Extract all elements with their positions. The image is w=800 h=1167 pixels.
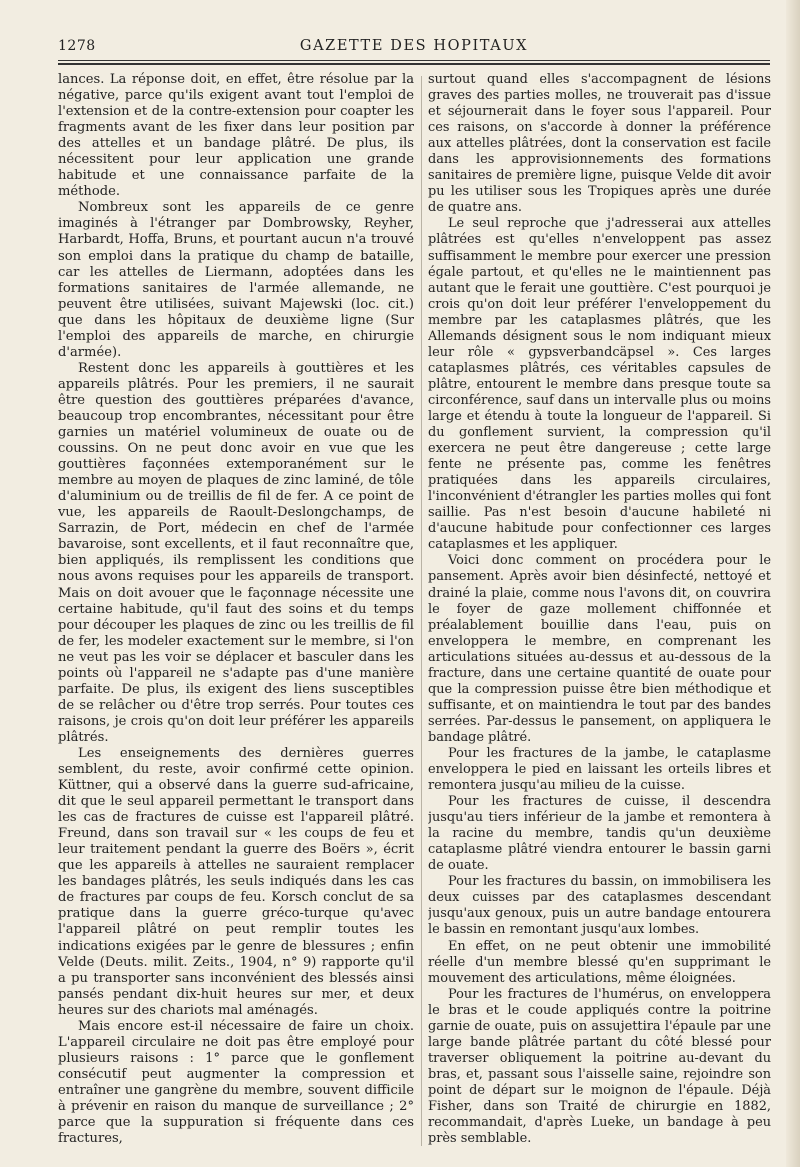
paragraph: surtout quand elles s'accompagnent de lésions graves des parties molles, ne trouverait pas d'issue et séjournerait dans le foyer sous l'appareil. Pour ces raisons, on s'accorde à donner la préférence aux attelles plâtrées, dont la conservation est facile dans les approvisionnements des formations sanitaires de première ligne, puisque Velde dit avoir pu les utiliser sous les Tropiques après une durée de quatre ans.	[428, 72, 771, 216]
journal-title: GAZETTE DES HOPITAUX	[299, 38, 529, 54]
paragraph: Pour les fractures de cuisse, il descendra jusqu'au tiers inférieur de la jambe et remontera à la racine du membre, tandis qu'un deuxième cataplasme plâtré viendra entourer le bassin garni de ouate.	[428, 794, 771, 874]
page-edge	[786, 0, 800, 1167]
paragraph: En effet, on ne peut obtenir une immobilité réelle d'un membre blessé qu'en supprimant le mouvement des articulations, même éloignées.	[428, 938, 771, 986]
paragraph: Pour les fractures de l'humérus, on enveloppera le bras et le coude appliqués contre la poitrine garnie de ouate, puis on assujettira l'épaule par une large bande plâtrée partant du côté blessé pour traverser obliquement la poitrine au-devant du bras, et, passant sous l'aisselle saine, rejoindre son point de départ sur le moignon de l'épaule. Déjà Fisher, dans son Traité de chirurgie en 1882, recommandait, d'après Lueke, un bandage à peu près semblable.	[428, 986, 771, 1147]
paragraph: Les enseignements des dernières guerres semblent, du reste, avoir confirmé cette opinion. Küttner, qui a observé dans la guerre sud-africaine, dit que le seul appareil permettant le transport dans les cas de fractures de cuisse est l'appareil plâtré. Freund, dans son travail sur « les coups de feu et leur traitement pendant la guerre des Boërs », écrit que les appareils à attelles ne sauraient remplacer les bandages plâtrés, les seuls indiqués dans les cas de fractures par coups de feu. Korsch conclut de sa pratique dans la guerre gréco-turque qu'avec l'appareil plâtré on peut remplir toutes les indications exigées par le genre de blessures ; enfin Velde (Deuts. milit. Zeits., 1904, n° 9) rapporte qu'il a pu transporter sans inconvénient des blessés ainsi pansés pendant dix-huit heures sur mer, et deux heures sur des chariots mal aménagés.	[58, 745, 414, 1018]
text-columns	[58, 72, 771, 1152]
paragraph: Nombreux sont les appareils de ce genre imaginés à l'étranger par Dombrowsky, Reyher, Harbardt, Hoffa, Bruns, et pourtant aucun n'a trouvé son emploi dans la pratique du champ de bataille, car les attelles de Liermann, adoptées dans les formations sanitaires de l'armée allemande, ne peuvent être utilisées, suivant Majewski (loc. cit.) que dans les hôpitaux de deuxième ligne (Sur l'emploi des appareils de marche, en chirurgie d'armée).	[58, 200, 414, 360]
paragraph: Le seul reproche que j'adresserai aux attelles plâtrées est qu'elles n'enveloppent pas assez suffisamment le membre pour exercer une pression égale partout, et qu'elles ne le maintiennent pas autant que le ferait une gouttière. C'est pourquoi je crois qu'on doit leur préférer l'enveloppement du membre par les cataplasmes plâtrés, que les Allemands désignent sous le nom indiquant mieux leur rôle « gypsverbandcäpsel ». Ces larges cataplasmes plâtrés, ces véritables capsules de plâtre, entourent le membre dans presque toute sa circonférence, sauf dans un intervalle plus ou moins large et étendu à toute la longueur de l'appareil. Si du gonflement survient, la compression qu'il exercera ne peut être dangereuse ; cette large fente ne présente pas, comme les fenêtres pratiquées dans les appareils circulaires, l'inconvénient d'étrangler les parties molles qui font saillie. Pas n'est besoin d'aucune habileté ni d'aucune habitude pour confectionner ces larges cataplasmes et les appliquer.	[428, 216, 771, 553]
paragraph: Pour les fractures du bassin, on immobilisera les deux cuisses par des cataplasmes descendant jusqu'aux genoux, puis un autre bandage entourera le bassin en remontant jusqu'aux lombes.	[428, 874, 771, 938]
right-column	[428, 72, 771, 1152]
header-rule-top	[58, 60, 770, 61]
paragraph: Voici donc comment on procédera pour le pansement. Après avoir bien désinfecté, nettoyé et drainé la plaie, comme nous l'avons dit, on couvrira le foyer de gaze mollement chiffonnée et préalablement bouillie dans l'eau, puis on enveloppera le membre, en comprenant les articulations situées au-dessus et au-dessous de la fracture, dans une certaine quantité de ouate pour que la compression puisse être bien méthodique et suffisante, et on maintiendra le tout par des bandes serrées. Par-dessus le pansement, on appliquera le bandage plâtré.	[428, 553, 771, 745]
page-header	[58, 32, 770, 58]
left-column	[58, 72, 414, 1152]
paragraph: lances. La réponse doit, en effet, être résolue par la négative, parce qu'ils exigent avant tout l'emploi de l'extension et de la contre-extension pour coapter les fragments avant de les fixer dans leur position par des attelles et un bandage plâtré. De plus, ils nécessitent pour leur application une grande habitude et une connaissance parfaite de la méthode.	[58, 72, 414, 200]
paragraph: Pour les fractures de la jambe, le cataplasme enveloppera le pied en laissant les orteils libres et remontera jusqu'au milieu de la cuisse.	[428, 745, 771, 794]
column-separator	[421, 76, 422, 1146]
paragraph: Restent donc les appareils à gouttières et les appareils plâtrés. Pour les premiers, il ne saurait être question des gouttières préparées d'avance, beaucoup trop encombrantes, nécessitant pour être garnies un matériel volumineux de ouate ou de coussins. On ne peut donc avoir en vue que les gouttières façonnées extemporanément sur le membre au moyen de plaques de zinc laminé, de tôle d'aluminium ou de treillis de fil de fer. A ce point de vue, les appareils de Raoult-Deslongchamps, de Sarrazin, de Port, médecin en chef de l'armée bavaroise, sont excellents, et il faut reconnaître que, bien appliqués, ils remplissent les conditions que nous avons requises pour les appareils de transport. Mais on doit avouer que le façonnage nécessite une certaine habitude, qu'il faut des soins et du temps pour découper les plaques de zinc ou les treillis de fil de fer, les modeler exactement sur le membre, si l'on ne veut pas les voir se déplacer et basculer dans les points où l'appareil ne s'adapte pas d'une manière parfaite. De plus, ils exigent des liens susceptibles de se relâcher ou d'être trop serrés. Pour toutes ces raisons, je crois qu'on doit leur préférer les appareils plâtrés.	[58, 360, 414, 745]
header-rule-bottom	[58, 63, 770, 65]
paragraph: Mais encore est-il nécessaire de faire un choix. L'appareil circulaire ne doit pas être employé pour plusieurs raisons : 1° parce que le gonflement consécutif peut augmenter la compression et entraîner une gangrène du membre, souvent difficile à prévenir en raison du manque de surveillance ; 2° parce que la suppuration si fréquente dans ces fractures,	[58, 1018, 414, 1147]
page-number: 1278	[58, 38, 96, 54]
